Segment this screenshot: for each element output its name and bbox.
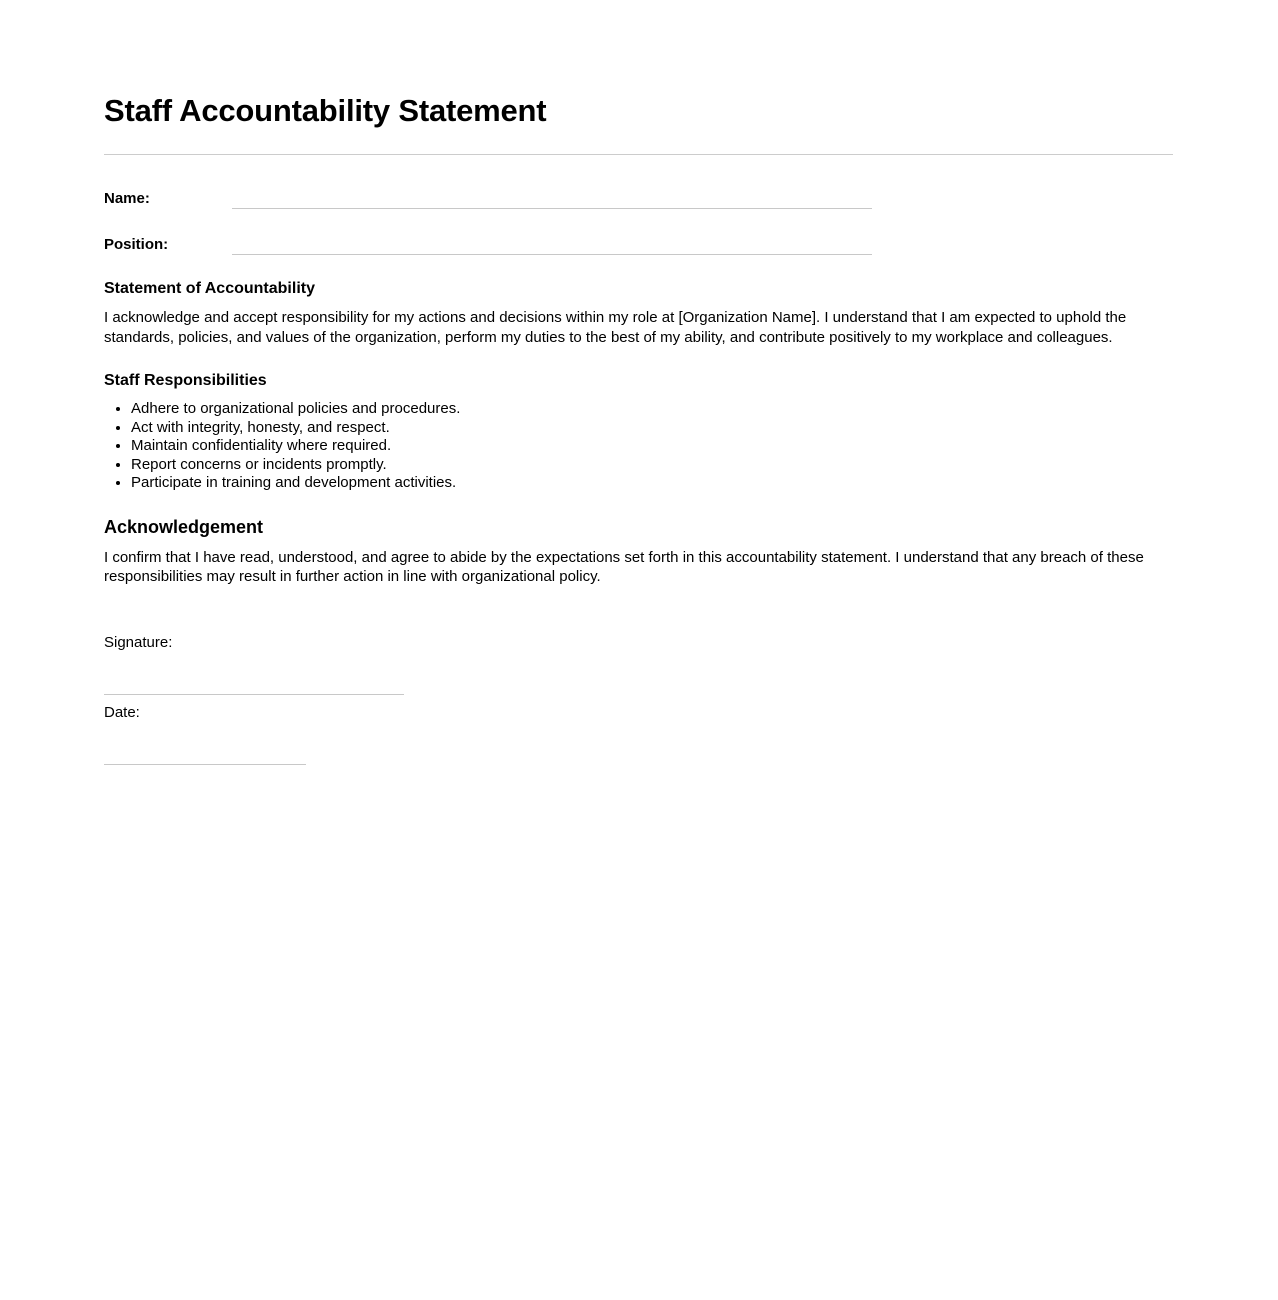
field-row-position [104, 231, 1173, 255]
name-input-line[interactable] [232, 195, 872, 209]
acknowledgement-text: I confirm that I have read, understood, and agree to abide by the expectations set forth in this accountability statement. I understand that any breach of these responsibilities may result in further action in line with organizational policy. [104, 548, 1144, 585]
staff-responsibilities-list [104, 400, 1173, 493]
position-input-line[interactable] [232, 241, 872, 255]
signature-label: Signature: [104, 633, 173, 651]
form-fields [104, 185, 1173, 255]
section-acknowledgement [104, 517, 1173, 587]
date-label: Date: [104, 703, 140, 721]
title-divider [104, 154, 1173, 155]
section-staff-responsibilities [104, 371, 1173, 493]
page-title: Staff Accountability Statement [104, 93, 547, 128]
statement-of-accountability-heading: Statement of Accountability [104, 280, 315, 297]
name-label: Name: [104, 190, 150, 207]
list-item: • Participate in training and development activities. [131, 474, 1173, 493]
document-body [104, 0, 1173, 765]
staff-responsibilities-heading: Staff Responsibilities [104, 372, 267, 389]
section-statement-of-accountability [104, 279, 1173, 347]
signature-input-line[interactable] [104, 694, 404, 695]
list-item: • Act with integrity, honesty, and respect. [131, 419, 1173, 438]
list-item: • Report concerns or incidents promptly. [131, 456, 1173, 475]
position-label: Position: [104, 236, 169, 253]
acknowledgement-heading: Acknowledgement [104, 516, 264, 537]
field-row-name [104, 185, 1173, 209]
list-item: • Maintain confidentiality where required. [131, 437, 1173, 456]
list-item: • Adhere to organizational policies and procedures. [131, 400, 1173, 419]
signature-block [104, 633, 1173, 765]
statement-of-accountability-text: I acknowledge and accept responsibility for my actions and decisions within my role at [Organization Name]. I understand that I am expected to uphold the standards, policies, and values of the organization, perform my duties to the best of my ability, and contribute positively to my workplace and colleagues. [104, 309, 1127, 346]
date-input-line[interactable] [104, 764, 306, 765]
